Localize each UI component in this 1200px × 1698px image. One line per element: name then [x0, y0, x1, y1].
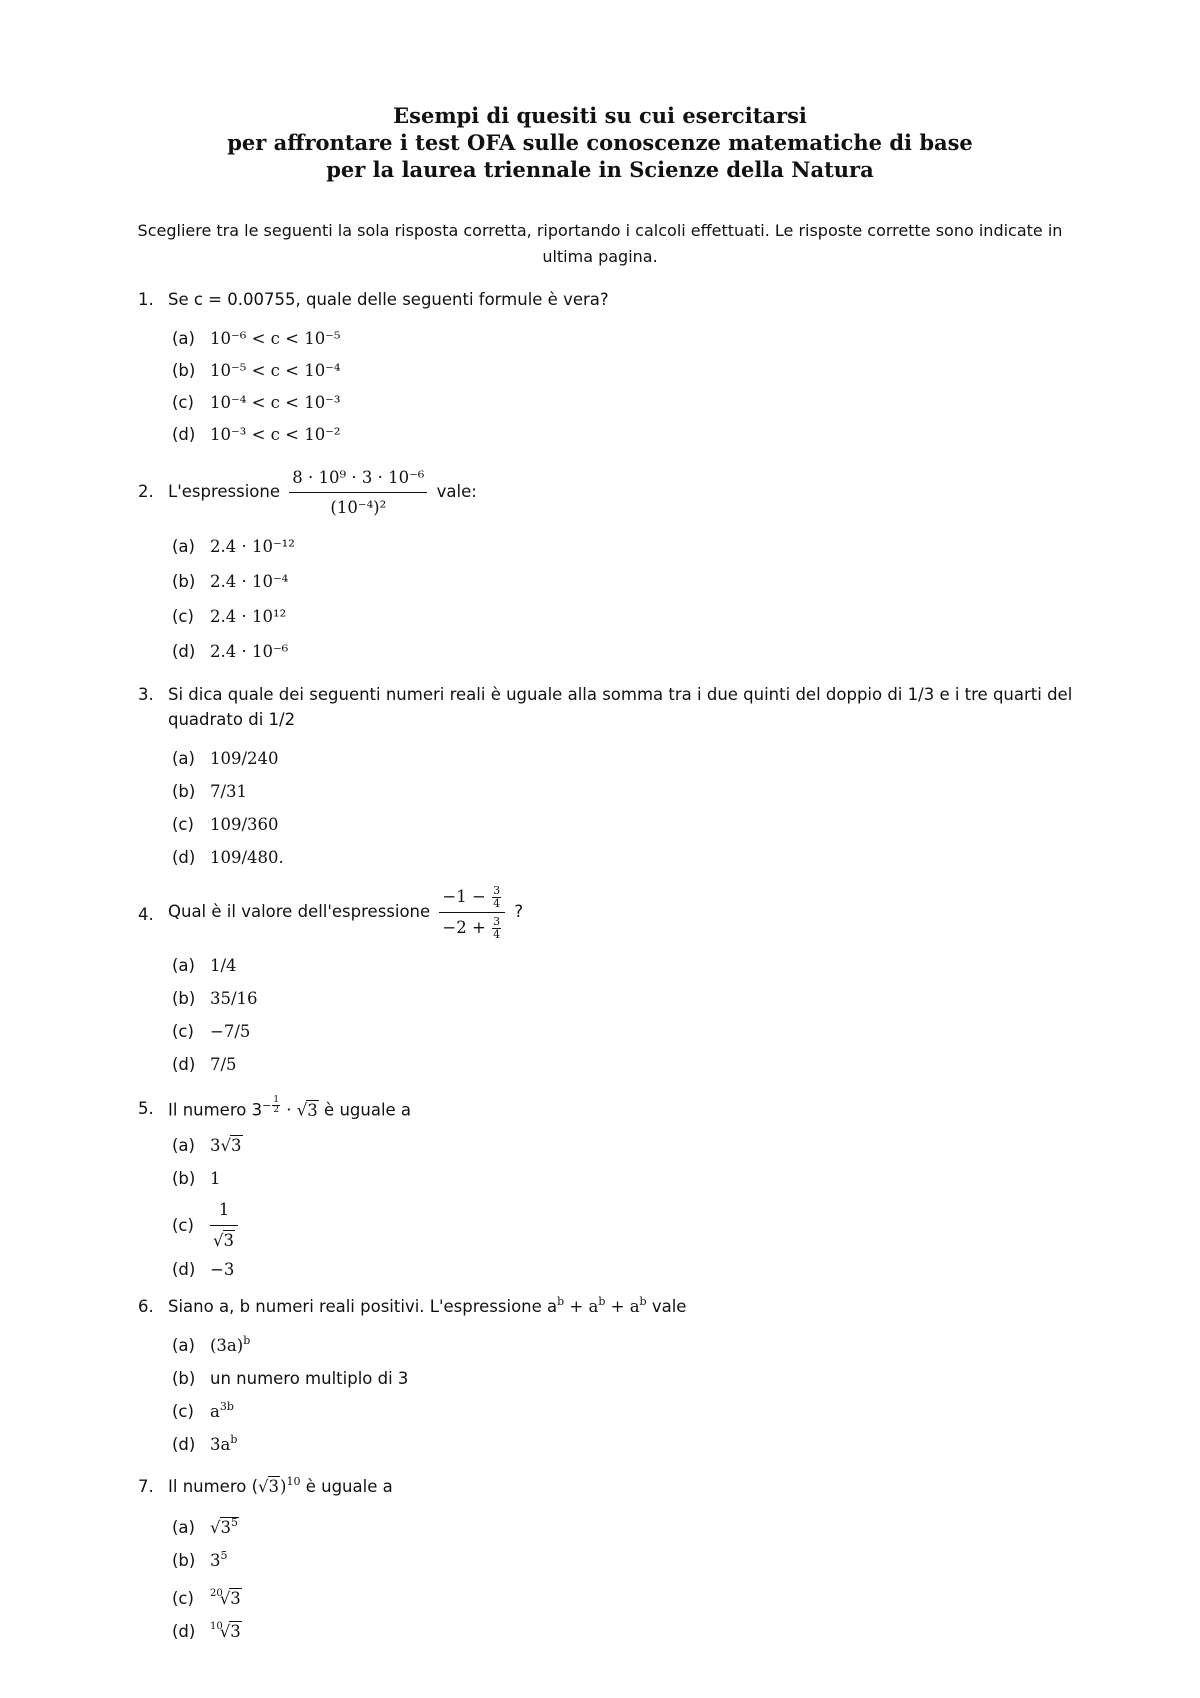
title-line-3: per la laurea triennale in Scienze della Natura [326, 157, 874, 182]
question-number: 6. [138, 1297, 154, 1316]
option-c: (c) $a^{3b}$ [172, 1400, 234, 1421]
question-1 [138, 287, 1078, 312]
option-c: (c) 10⁻⁴ < c < 10⁻³ [172, 393, 341, 412]
question-number: 4. [138, 905, 154, 924]
fraction: −1 − $\frac{3}{4}$ −2 + $\frac{3}{4}$ [439, 884, 505, 941]
option-b: (b) 1 [172, 1169, 221, 1188]
option-b: (b) $3^5$ [172, 1549, 228, 1570]
option-a: (a) $(3a)^b$ [172, 1334, 251, 1355]
option-d: (d) $^{10}$√3 [172, 1621, 241, 1641]
option-b: (b) 10⁻⁵ < c < 10⁻⁴ [172, 361, 341, 380]
question-text: L'espressione $\frac{\text{8 · 10⁹ · 3 · 10⁻⁶}}{\text{(10⁻⁴)²}}$ vale: [168, 465, 1078, 520]
option-b: (b) un numero multiplo di 3 [172, 1369, 409, 1388]
option-b: (b) 2.4 · 10⁻⁴ [172, 572, 289, 591]
option-d: (d) 7/5 [172, 1055, 237, 1074]
option-a: (a) 3√3 [172, 1136, 242, 1155]
question-3 [138, 682, 1078, 732]
question-text: Qual è il valore dell'espressione −1 − $\frac{3}{4}$ −2 + $\frac{3}{4}$ ? [168, 884, 524, 941]
document-title [150, 102, 1050, 183]
option-b: (b) 35/16 [172, 989, 258, 1008]
option-d: (d) 109/480. [172, 848, 284, 867]
option-a: (a) 2.4 · 10⁻¹² [172, 537, 295, 556]
option-c: (c) 109/360 [172, 815, 279, 834]
instructions: Scegliere tra le seguenti la sola risposta corretta, riportando i calcoli effettuati. Le risposte corrette sono indicate in ultima pagina. [137, 221, 1063, 266]
option-c: (c) −7/5 [172, 1022, 251, 1041]
option-d: (d) $3a^b$ [172, 1433, 238, 1454]
fraction: $\frac{\text{8 · 10⁹ · 3 · 10⁻⁶}}{\text{(10⁻⁴)²}}$ [289, 465, 427, 520]
question-text: Se c = 0.00755, quale delle seguenti formule è vera? [168, 290, 609, 309]
title-line-1: Esempi di quesiti su cui esercitarsi [393, 103, 807, 128]
question-4 [138, 884, 1078, 941]
question-7 [138, 1474, 1078, 1499]
option-c: (c) 2.4 · 10¹² [172, 607, 287, 626]
question-text: Il numero $(√3)^{10}$ è uguale a [168, 1475, 393, 1496]
question-number: 5. [138, 1099, 154, 1118]
question-number: 2. [138, 482, 154, 501]
option-b: (b) 7/31 [172, 782, 248, 801]
option-a: (a) 1/4 [172, 956, 237, 975]
option-a: (a) 109/240 [172, 749, 279, 768]
option-a: (a) 10⁻⁶ < c < 10⁻⁵ [172, 329, 341, 348]
question-number: 7. [138, 1477, 154, 1496]
question-text: Si dica quale dei seguenti numeri reali è uguale alla somma tra i due quinti del doppio di 1/3 e i tre quarti del quadrato di 1/2 [168, 685, 1073, 729]
question-text: Il numero $3^{- \frac{1}{2}}$ · √3 è uguale a [168, 1095, 412, 1120]
option-c: (c) $^{20}$√3 [172, 1588, 241, 1608]
question-number: 1. [138, 290, 154, 309]
title-line-2: per affrontare i test OFA sulle conoscenze matematiche di base [227, 130, 973, 155]
question-6 [138, 1294, 1078, 1319]
option-d: (d) 2.4 · 10⁻⁶ [172, 642, 289, 661]
option-d: (d) 10⁻³ < c < 10⁻² [172, 425, 341, 444]
question-text: Siano a, b numeri reali positivi. L'espressione $a^b + a^b + a^b$ vale [168, 1295, 687, 1316]
question-number: 3. [138, 685, 154, 704]
option-a: (a) $√3^5$ [172, 1516, 239, 1537]
option-c: (c) $\frac{1}{√3}$ [172, 1197, 242, 1247]
question-5 [138, 1096, 1078, 1123]
question-2 [138, 465, 1078, 520]
option-d: (d) −3 [172, 1260, 235, 1279]
